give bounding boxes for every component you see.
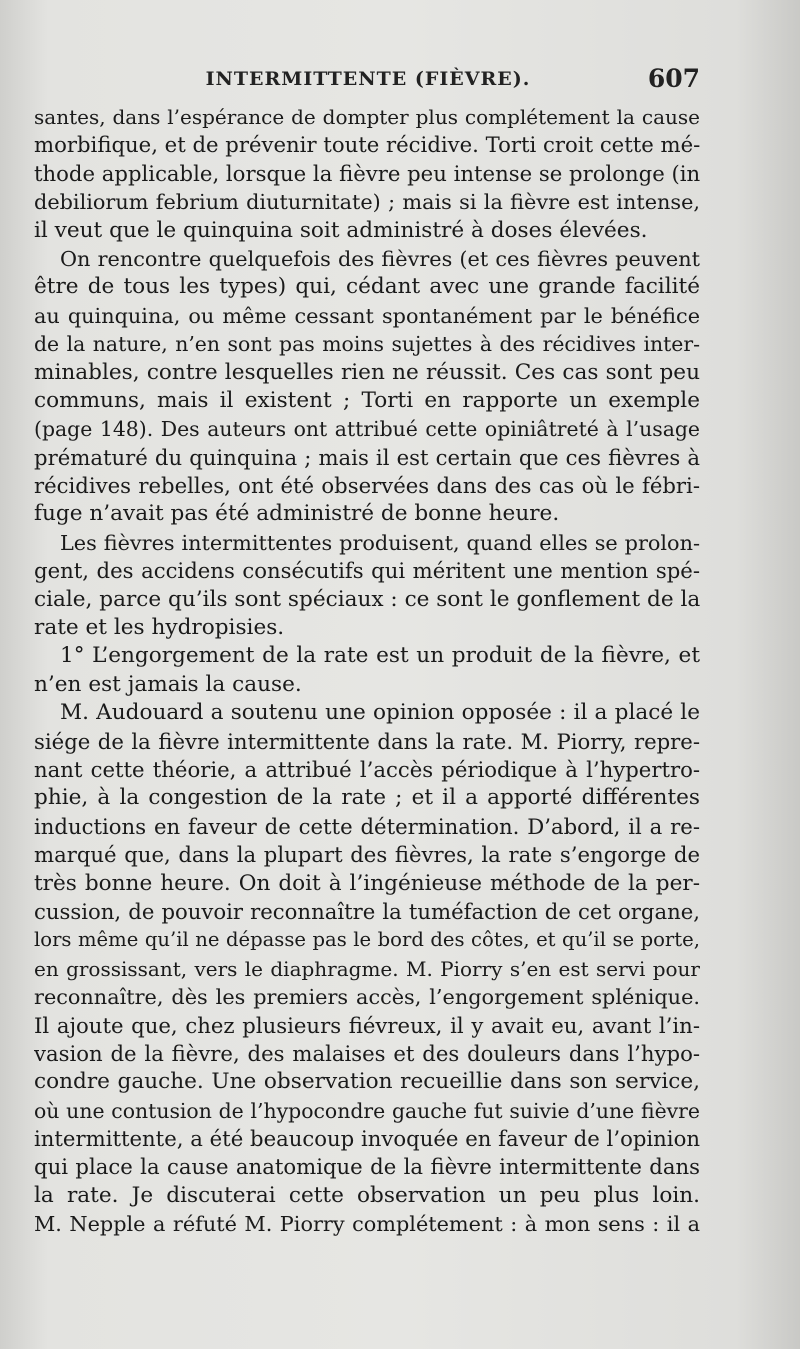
text-line: rate et les hydropisies. [34,615,285,641]
text-line: ciale, parce qu’ils sont spéciaux : ce sont le gonflement de la [34,586,700,612]
text-line: gent, des accidens consécutifs qui méritent une mention spé- [34,558,700,584]
text-line: (page 148). Des auteurs ont attribué cette opiniâtreté à l’usage [34,417,700,442]
text-line: minables, contre lesquelles rien ne réussit. Ces cas sont peu [34,359,700,385]
text-line: être de tous les types) qui, cédant avec une grande facilité [34,274,700,300]
text-line: très bonne heure. On doit à l’ingénieuse méthode de la per- [34,870,700,896]
body-text [34,103,700,1239]
text-line: récidives rebelles, ont été observées dans des cas où le fébri- [34,473,700,499]
text-line: n’en est jamais la cause. [34,671,302,697]
text-line: siége de la fièvre intermittente dans la rate. M. Piorry, repre- [34,728,700,754]
text-line: 1° L’engorgement de la rate est un produit de la fièvre, et [60,643,700,669]
text-line: M. Audouard a soutenu une opinion opposée : il a placé le [60,700,700,726]
text-line: vasion de la fièvre, des malaises et des douleurs dans l’hypo- [34,1040,700,1066]
text-line: inductions en faveur de cette détermination. D’abord, il a re- [34,813,700,839]
text-line: la rate. Je discuterai cette observation un peu plus loin. [34,1182,700,1208]
text-line: où une contusion de l’hypocondre gauche fut suivie d’une fièvre [34,1098,700,1123]
text-line: Il ajoute que, chez plusieurs fiévreux, il y avait eu, avant l’in- [34,1012,700,1038]
text-line: il veut que le quinquina soit administré à doses élevées. [34,217,648,243]
text-line: M. Nepple a réfuté M. Piorry complétement : à mon sens : il a [34,1212,700,1237]
text-line: On rencontre quelquefois des fièvres (et ces fièvres peuvent [60,246,700,271]
text-line: de la nature, n’en sont pas moins sujettes à des récidives inter- [34,332,700,357]
running-title: INTERMITTENTE (FIÈVRE). [205,68,531,90]
text-line: fuge n’avait pas été administré de bonne heure. [34,501,560,527]
text-line: cussion, de pouvoir reconnaître la tuméfaction de cet organe, [34,898,700,924]
text-line: morbifique, et de prévenir toute récidive. Torti croit cette mé- [34,132,700,158]
text-line: reconnaître, dès les premiers accès, l’engorgement splénique. [34,985,700,1010]
text-line: thode applicable, lorsque la fièvre peu intense se prolonge (in [34,160,700,186]
text-line: lors même qu’il ne dépasse pas le bord des côtes, et qu’il se porte, [34,928,700,952]
text-line: prématuré du quinquina ; mais il est certain que ces fièvres à [34,444,700,470]
page-number: 607 [647,64,700,93]
text-line: qui place la cause anatomique de la fièvre intermittente dans [34,1154,700,1180]
text-line: en grossissant, vers le diaphragme. M. Piorry s’en est servi pour [34,956,700,981]
text-line: nant cette théorie, a attribué l’accès périodique à l’hypertro- [34,756,700,782]
text-line: Les fièvres intermittentes produisent, quand elles se prolon- [60,530,700,555]
text-line: au quinquina, ou même cessant spontanément par le bénéfice [34,303,700,328]
text-line: debiliorum febrium diuturnitate) ; mais si la fièvre est intense, [34,190,700,215]
text-line: communs, mais il existent ; Torti en rapporte un exemple [34,387,700,413]
page-header [36,60,700,100]
text-line: marqué que, dans la plupart des fièvres, la rate s’engorge de [34,842,700,868]
text-line: intermittente, a été beaucoup invoquée en faveur de l’opinion [34,1126,700,1152]
text-line: santes, dans l’espérance de dompter plus complétement la cause [34,105,700,129]
text-line: condre gauche. Une observation recueillie dans son service, [34,1069,700,1095]
text-line: phie, à la congestion de la rate ; et il a apporté différentes [34,785,700,811]
